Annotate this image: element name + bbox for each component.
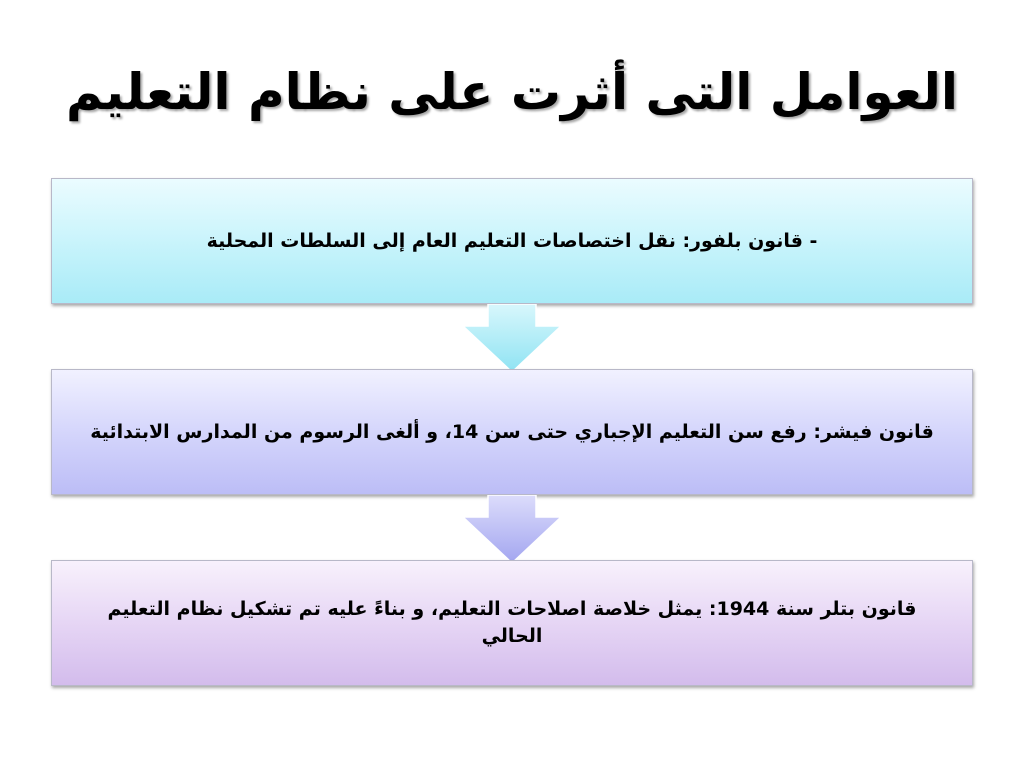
down-arrow-icon [463,495,561,563]
flow-box-text: قانون فيشر: رفع سن التعليم الإجباري حتى سن 14، و ألغى الرسوم من المدارس الابتدائية [90,420,934,443]
flow-box-fisher-act [51,369,973,495]
flow-box-text: قانون بتلر سنة 1944: يمثل خلاصة اصلاحات التعليم، و بناءً عليه تم تشكيل نظام التعليم الحالي [107,598,917,647]
flow-box-butler-act [51,560,973,686]
flow-box-text: - قانون بلفور: نقل اختصاصات التعليم العام إلى السلطات المحلية [206,229,818,252]
down-arrow-icon [463,304,561,372]
slide-title: العوامل التى أثرت على نظام التعليم [65,63,959,121]
flow-box-balfour-act [51,178,973,304]
